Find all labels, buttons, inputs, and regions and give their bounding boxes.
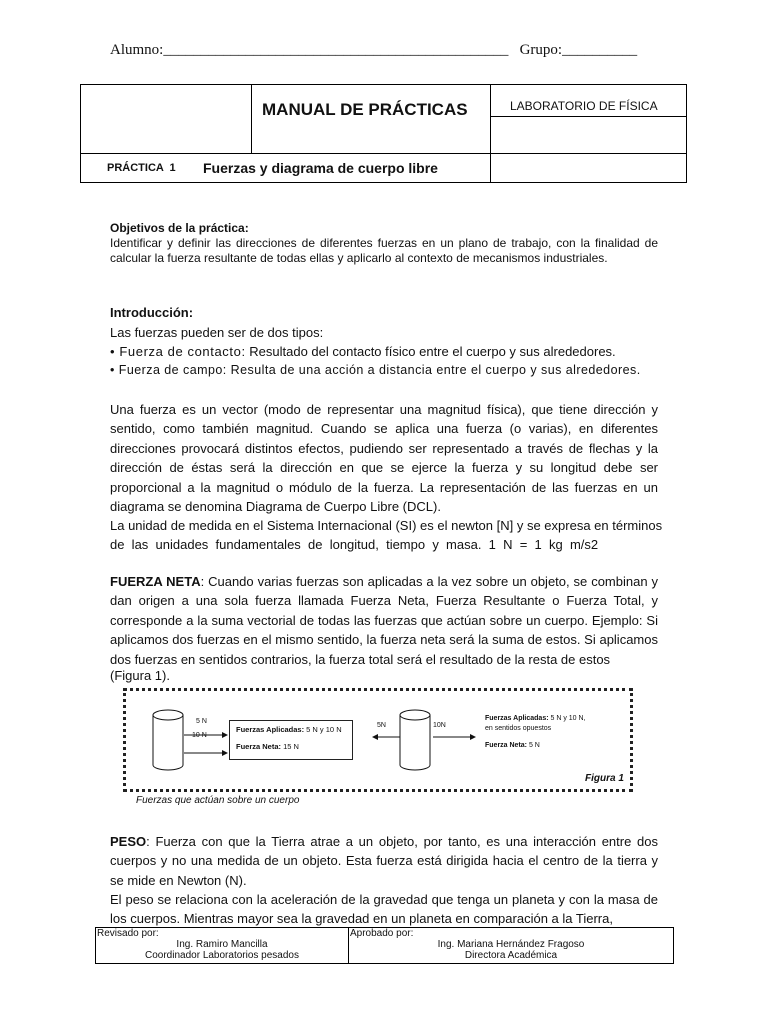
bullet-contact [110, 344, 658, 359]
right-forces-box [479, 711, 599, 761]
applied-label: Fuerzas Aplicadas: [485, 715, 549, 722]
intro-heading: Introducción: [110, 305, 194, 320]
revisado-label: Revisado por: [97, 928, 159, 939]
left-force-5n: 5 N [196, 718, 207, 725]
revisado-name: Ing. Ramiro Mancilla [176, 939, 268, 950]
bullet-contact-text: Resultado del contacto físico entre el cuerpo y sus alrededores. [245, 344, 616, 359]
fuerza-neta-para [110, 572, 658, 669]
net-value: 5 N [527, 742, 540, 749]
bullet-contact-term: • Fuerza de contacto: [110, 344, 246, 359]
peso-term: PESO [110, 834, 147, 849]
figure-reference: (Figura 1). [110, 668, 170, 683]
net-label: Fuerza Neta: [485, 742, 528, 749]
figure-caption: Fuerzas que actúan sobre un cuerpo [136, 795, 300, 806]
peso-para-2: El peso se relaciona con la aceleración de la gravedad que tenga un planeta y con la masa de los cuerpos. Mientras mayor sea la gravedad en un planeta en comparación a la Tierra, [110, 892, 658, 927]
peso-para [110, 832, 658, 890]
bullet-field: • Fuerza de campo: Resulta de una acción a distancia entre el cuerpo y sus alrededores. [110, 363, 641, 377]
intro-line: Las fuerzas pueden ser de dos tipos: [110, 325, 324, 340]
manual-title: MANUAL DE PRÁCTICAS [262, 100, 468, 119]
net-label: Fuerza Neta: [236, 742, 282, 751]
alumno-field[interactable]: ______________________________________________ [163, 42, 509, 58]
figure-label: Figura 1 [585, 773, 624, 784]
grupo-label: Grupo: [519, 42, 563, 58]
applied-label: Fuerzas Aplicadas: [236, 725, 305, 734]
applied-value: 5 N y 10 N [304, 725, 342, 734]
figure-1 [123, 688, 633, 792]
lab-name: LABORATORIO DE FÍSICA [510, 99, 658, 113]
practice-title: Fuerzas y diagrama de cuerpo libre [203, 160, 438, 176]
intro-para-2b: de las unidades fundamentales de longitud, tiempo y masa. 1 N = 1 kg m/s2 [110, 537, 599, 552]
objetivos-heading: Objetivos de la práctica: [110, 221, 249, 235]
header-table [80, 84, 687, 183]
student-line [110, 42, 637, 59]
net-value: 15 N [281, 742, 299, 751]
practice-number: PRÁCTICA 1 [107, 162, 176, 174]
arrow-right-icon [432, 731, 478, 743]
left-force-10n: 10 N [192, 732, 207, 739]
revisado-role: Coordinador Laboratorios pesados [145, 950, 299, 961]
grupo-field[interactable]: __________ [562, 42, 638, 58]
fuerza-neta-term: FUERZA NETA [110, 574, 201, 589]
right-force-10n: 10N [433, 722, 446, 729]
intro-para-1: Una fuerza es un vector (modo de representar una magnitud física), que tiene dirección y sentido, como también magnitud. Cuando se aplica una fuerza (o varias), en diferentes direcciones provocará distintos efectos, pudiendo ser representado a través de flechas y la dirección de éstas será la dirección en que se ejerce la fuerza y su longitud debe ser proporcional a la magnitud o módulo de la fuerza. La representación de las fuerzas en un diagrama se denomina Diagrama de Cuerpo Libre (DCL). [110, 402, 658, 515]
peso-text: : Fuerza con que la Tierra atrae a un objeto, por tanto, es una interacción entre dos cuerpos y no una medida de un objeto. Esta fuerza está dirigida hacia el centro de la tierra y se mide en Newton (N). [110, 834, 658, 888]
aprobado-role: Directora Académica [464, 950, 558, 961]
objetivos-text: Identificar y definir las direcciones de diferentes fuerzas en un plano de trabajo, con la finalidad de calcular la fuerza resultante de todas ellas y aplicarlo al contexto de mecanismos industriales. [110, 236, 658, 265]
intro-para-2a: La unidad de medida en el Sistema Internacional (SI) es el newton [N] y se expresa en términos [110, 518, 663, 533]
approval-footer [95, 927, 674, 964]
fuerza-neta-text: : Cuando varias fuerzas son aplicadas a la vez sobre un objeto, se combinan y dan origen a una sola fuerza llamada Fuerza Neta, Fuerza Resultante o Fuerza Total, y corresponde a la suma vectorial de todas las fuerzas que actúan sobre un cuerpo. Ejemplo: Si aplicamos dos fuerzas en el mismo sentido, la fuerza neta será la suma de estos. Si aplicamos dos fuerzas en sentidos contrarios, la fuerza total será el resultado de la resta de estos [110, 574, 658, 667]
alumno-label: Alumno: [110, 42, 164, 58]
right-force-5n: 5N [377, 722, 386, 729]
aprobado-name: Ing. Mariana Hernández Fragoso [437, 939, 585, 950]
aprobado-label: Aprobado por: [350, 928, 414, 939]
body-cylinder-icon [398, 709, 432, 773]
arrow-left-icon [370, 731, 402, 743]
applied-value: 5 N y 10 N, en sentidos opuestos [485, 715, 586, 732]
body-cylinder-icon [151, 709, 185, 773]
left-forces-box [229, 720, 353, 760]
